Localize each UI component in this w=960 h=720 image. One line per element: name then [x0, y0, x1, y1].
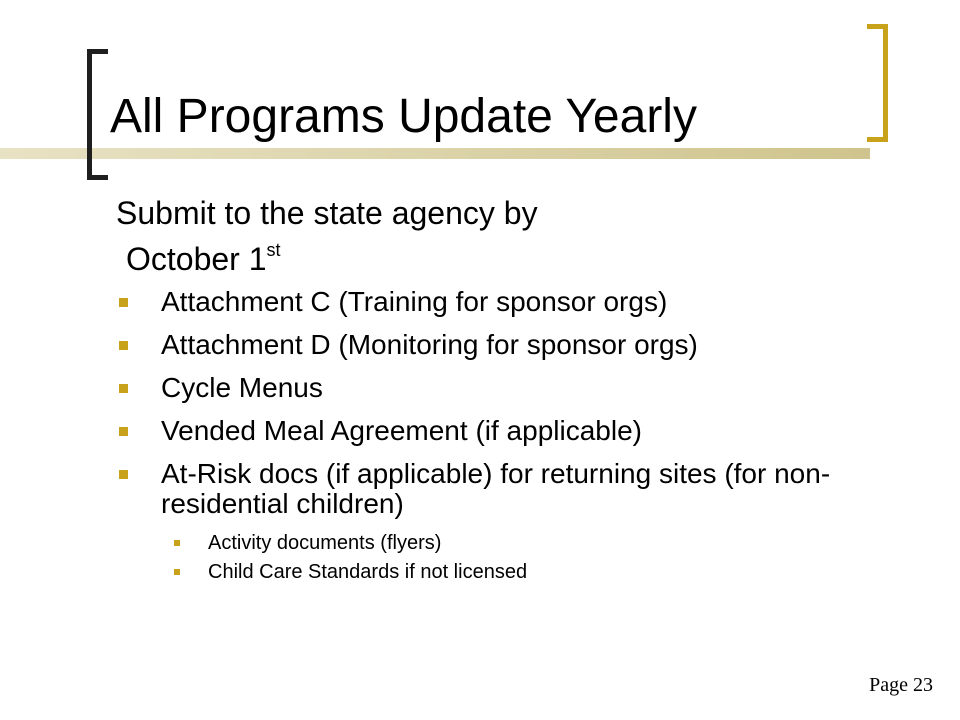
list-item	[118, 330, 878, 360]
list-item	[118, 416, 878, 446]
list-item	[118, 287, 878, 317]
title-band	[0, 148, 870, 159]
square-bullet-icon	[119, 427, 128, 436]
list-item-text: At-Risk docs (if applicable) for returning sites (for non-residential children)	[161, 458, 831, 519]
square-bullet-icon	[119, 470, 128, 479]
sub-list-item-text: Activity documents (flyers)	[208, 532, 442, 554]
list-item-text: Cycle Menus	[161, 372, 323, 403]
intro-line-1: Submit to the state agency by	[116, 195, 538, 231]
sub-list	[161, 531, 878, 584]
square-bullet-icon	[119, 341, 128, 350]
sub-list-item	[161, 560, 878, 584]
square-bullet-icon	[174, 569, 180, 575]
page-number: Page 23	[869, 674, 933, 696]
list-item-text: Attachment D (Monitoring for sponsor orgs)	[161, 329, 698, 360]
square-bullet-icon	[119, 384, 128, 393]
list-item-text: Vended Meal Agreement (if applicable)	[161, 415, 642, 446]
list-item-text: Attachment C (Training for sponsor orgs)	[161, 286, 668, 317]
left-bracket-decoration	[87, 49, 108, 180]
slide-title: All Programs Update Yearly	[110, 90, 697, 143]
square-bullet-icon	[174, 540, 180, 546]
sub-list-item	[161, 531, 878, 555]
intro-text	[116, 190, 538, 282]
list-item	[118, 459, 878, 584]
intro-line-2	[116, 236, 538, 282]
sub-list-item-text: Child Care Standards if not licensed	[208, 561, 528, 583]
date-suffix: st	[266, 240, 281, 260]
attachment-list	[118, 287, 878, 597]
list-item	[118, 373, 878, 403]
square-bullet-icon	[119, 298, 128, 307]
intro-date: October 1	[126, 241, 267, 277]
right-bracket-decoration	[867, 24, 888, 142]
